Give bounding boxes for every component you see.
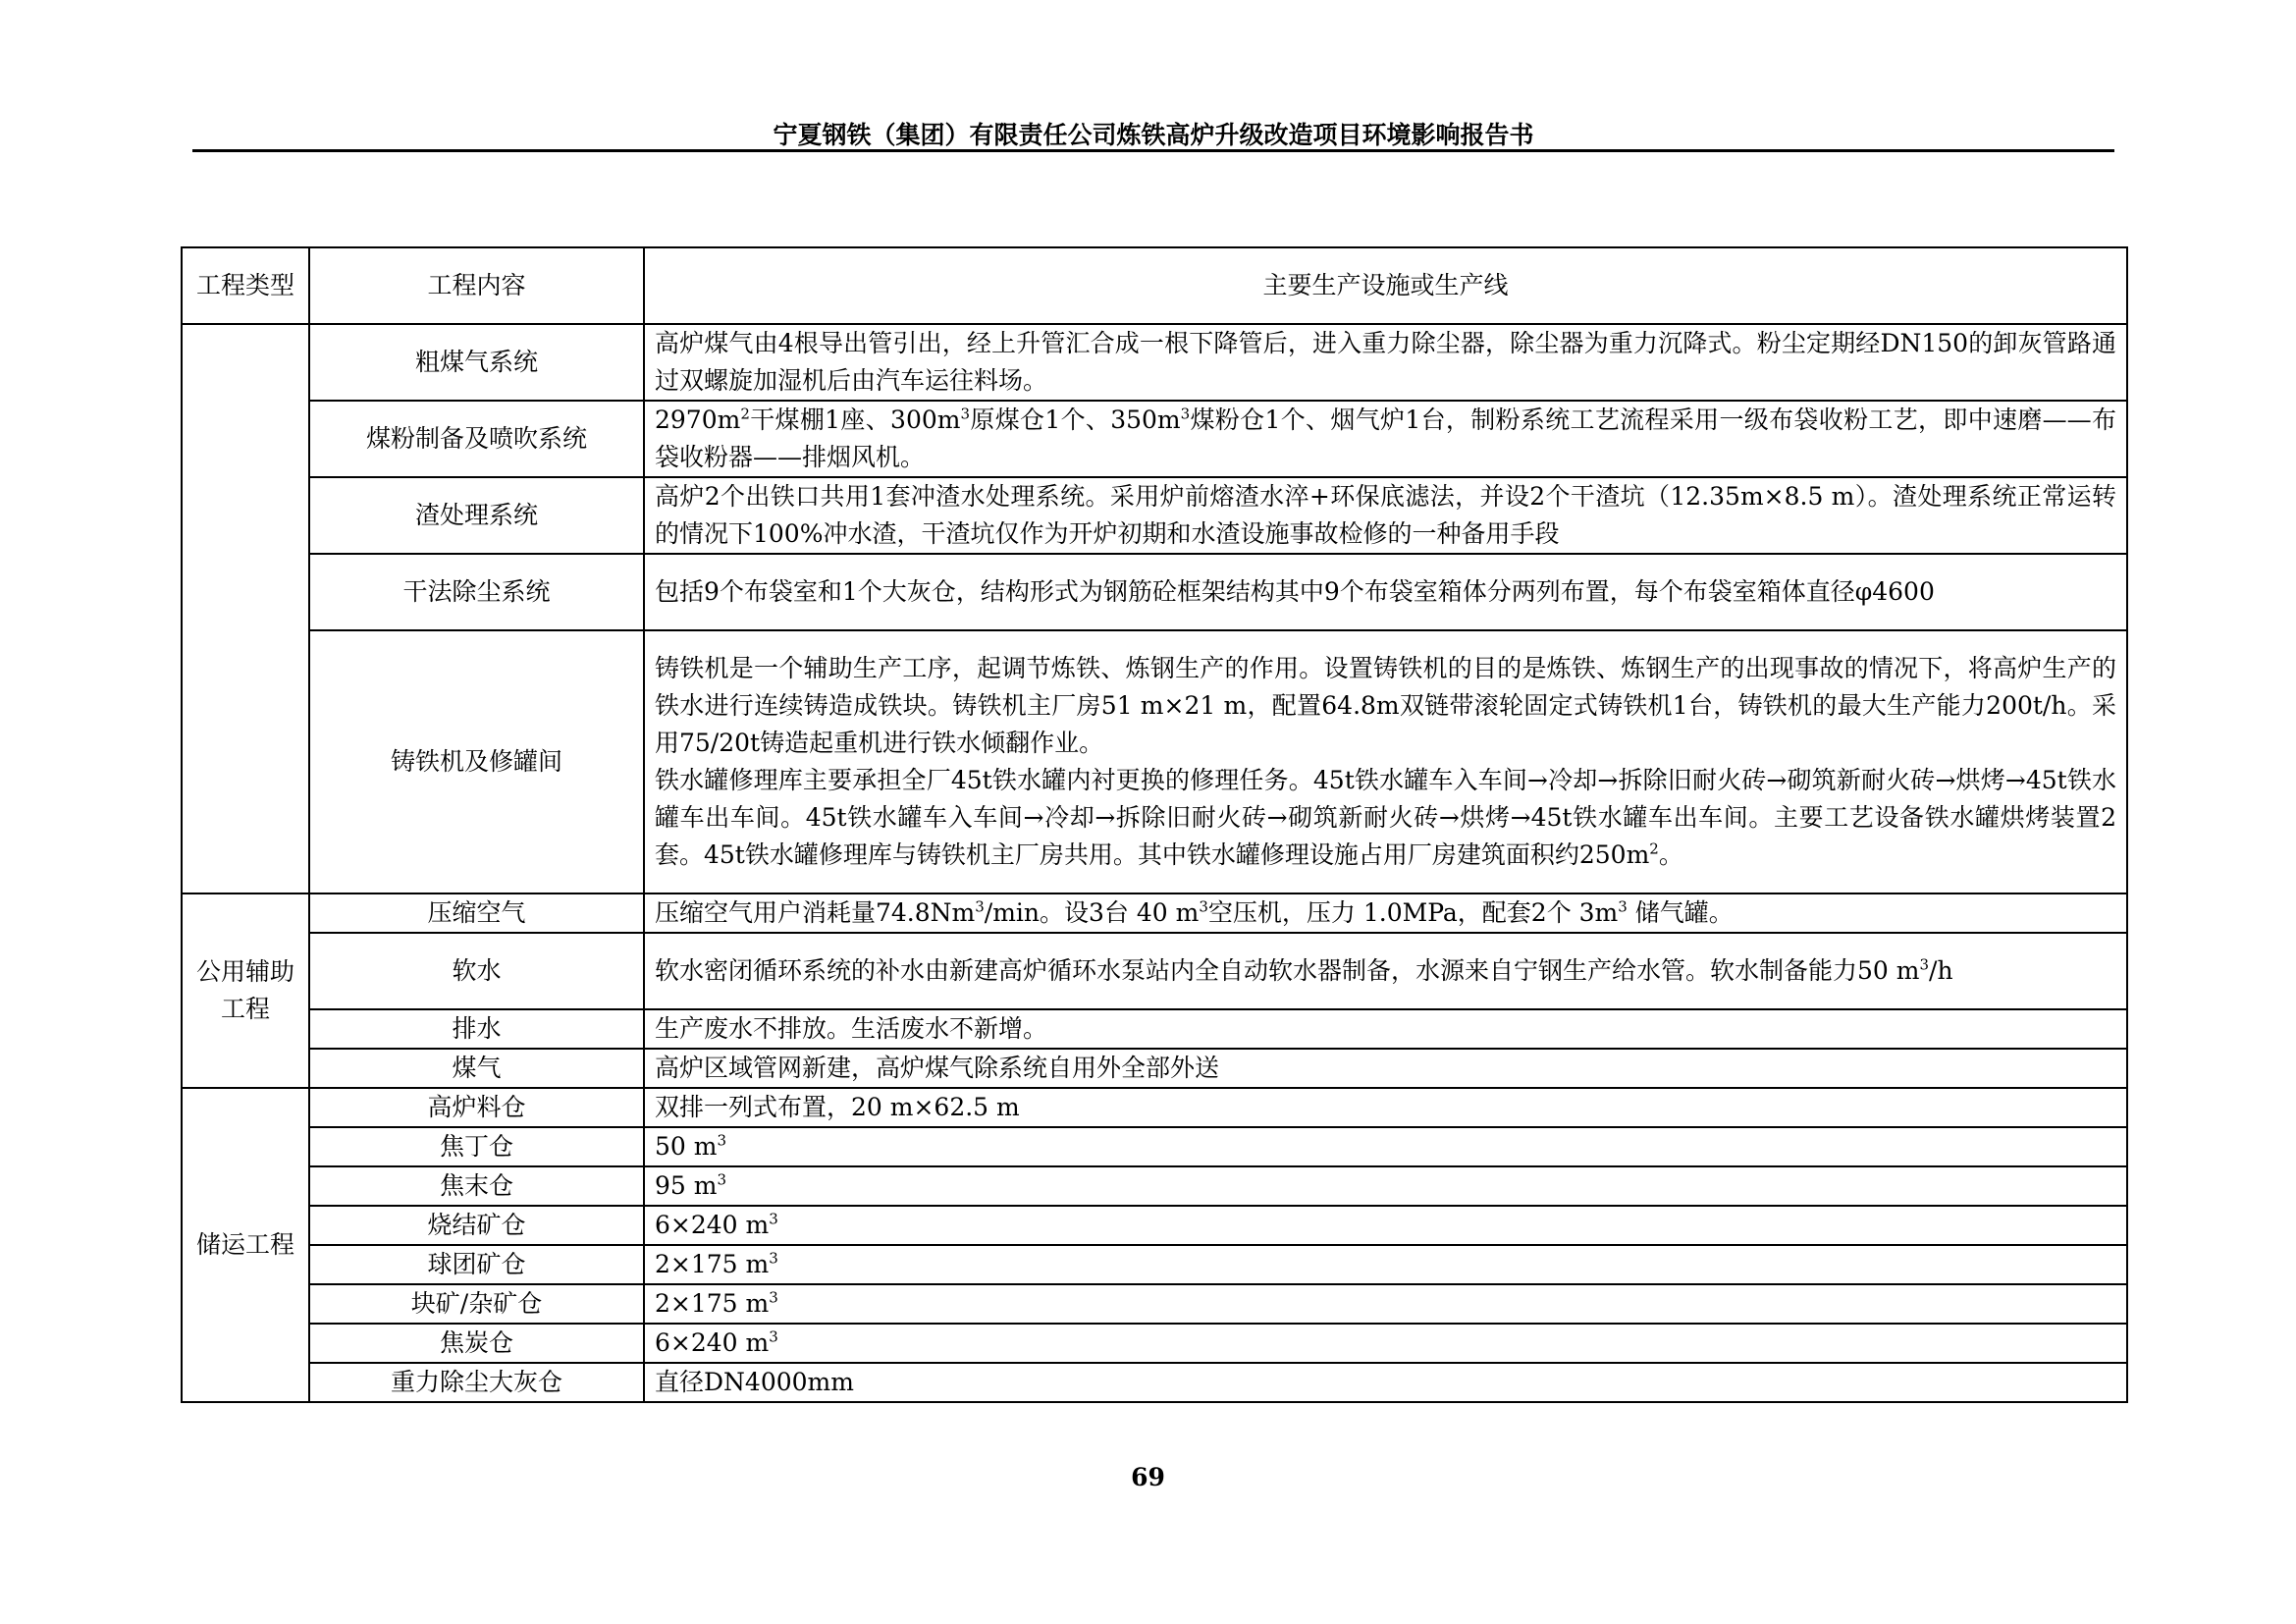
row-name: 压缩空气 xyxy=(309,893,644,933)
col-header-content: 工程内容 xyxy=(309,247,644,324)
row-name: 焦末仓 xyxy=(309,1166,644,1206)
row-desc: 6×240 $m^3$ xyxy=(644,1324,2127,1363)
table-header-row xyxy=(182,247,2127,324)
row-desc: 直径DN4000mm xyxy=(644,1363,2127,1402)
page-number: 69 xyxy=(1131,1463,1165,1491)
table-row xyxy=(182,893,2127,933)
row-name: 重力除尘大灰仓 xyxy=(309,1363,644,1402)
table-row xyxy=(182,1363,2127,1402)
table-row xyxy=(182,1245,2127,1284)
row-name: 焦炭仓 xyxy=(309,1324,644,1363)
table-row xyxy=(182,401,2127,477)
table-row xyxy=(182,630,2127,893)
row-desc: 95 $m^3$ xyxy=(644,1166,2127,1206)
category-cell-main xyxy=(182,324,309,893)
row-name: 排水 xyxy=(309,1009,644,1049)
row-name: 渣处理系统 xyxy=(309,477,644,554)
category-cell-storage: 储运工程 xyxy=(182,1088,309,1402)
category-cell-utilities: 公用辅助工程 xyxy=(182,893,309,1088)
row-name: 粗煤气系统 xyxy=(309,324,644,401)
row-name: 球团矿仓 xyxy=(309,1245,644,1284)
col-header-facilities: 主要生产设施或生产线 xyxy=(644,247,2127,324)
table-row xyxy=(182,324,2127,401)
table-row xyxy=(182,1009,2127,1049)
col-header-type: 工程类型 xyxy=(182,247,309,324)
row-desc: 双排一列式布置，20 m×62.5 m xyxy=(644,1088,2127,1127)
row-name: 烧结矿仓 xyxy=(309,1206,644,1245)
header-rule xyxy=(192,149,2114,152)
row-desc: 高炉2个出铁口共用1套冲渣水处理系统。采用炉前熔渣水淬+环保底滤法，并设2个干渣坑（12.35m×8.5 m）。渣处理系统正常运转的情况下100%冲水渣，干渣坑仅作为开炉初期和水渣设施事故检修的一种备用手段 xyxy=(644,477,2127,554)
row-name: 块矿/杂矿仓 xyxy=(309,1284,644,1324)
table-row xyxy=(182,477,2127,554)
row-desc: 高炉区域管网新建，高炉煤气除系统自用外全部外送 xyxy=(644,1049,2127,1088)
table-row xyxy=(182,1324,2127,1363)
table-row xyxy=(182,1284,2127,1324)
row-desc: 高炉煤气由4根导出管引出，经上升管汇合成一根下降管后，进入重力除尘器，除尘器为重力沉降式。粉尘定期经DN150的卸灰管路通过双螺旋加湿机后由汽车运往料场。 xyxy=(644,324,2127,401)
row-desc: 生产废水不排放。生活废水不新增。 xyxy=(644,1009,2127,1049)
row-name: 煤气 xyxy=(309,1049,644,1088)
table-row xyxy=(182,1206,2127,1245)
row-name: 高炉料仓 xyxy=(309,1088,644,1127)
table-row xyxy=(182,1127,2127,1166)
row-desc: 软水密闭循环系统的补水由新建高炉循环水泵站内全自动软水器制备，水源来自宁钢生产给水管。软水制备能力50 $m^3/h$ xyxy=(644,933,2127,1009)
row-name: 铸铁机及修罐间 xyxy=(309,630,644,893)
row-desc xyxy=(644,630,2127,893)
row-name: 焦丁仓 xyxy=(309,1127,644,1166)
row-name: 干法除尘系统 xyxy=(309,554,644,630)
table-row xyxy=(182,1166,2127,1206)
row-desc: 压缩空气用户消耗量74.8Nm$^3$/min。设3台 40 $m^3$空压机，压力 1.0MPa，配套2个 $3m^3$ 储气罐。 xyxy=(644,893,2127,933)
table-row xyxy=(182,554,2127,630)
project-composition-table xyxy=(181,246,2128,1403)
row-desc-paragraph: 铸铁机是一个辅助生产工序，起调节炼铁、炼钢生产的作用。设置铸铁机的目的是炼铁、炼钢生产的出现事故的情况下，将高炉生产的铁水进行连续铸造成铁块。铸铁机主厂房51 m×21 m，配置64.8m双链带滚轮固定式铸铁机1台，铸铁机的最大生产能力200t/h。采用75/20t铸造起重机进行铁水倾翻作业。 xyxy=(655,654,2116,757)
row-desc: $2970m^2$干煤棚1座、$300m^3$原煤仓1个、$350m^3$煤粉仓1个、烟气炉1台，制粉系统工艺流程采用一级布袋收粉工艺，即中速磨——布袋收粉器——排烟风机。 xyxy=(644,401,2127,477)
table-row xyxy=(182,933,2127,1009)
row-desc: 2×175 $m^3$ xyxy=(644,1284,2127,1324)
row-desc: 包括9个布袋室和1个大灰仓，结构形式为钢筋砼框架结构其中9个布袋室箱体分两列布置，每个布袋室箱体直径φ4600 xyxy=(644,554,2127,630)
row-name: 煤粉制备及喷吹系统 xyxy=(309,401,644,477)
row-desc-paragraph: 铁水罐修理库主要承担全厂45t铁水罐内衬更换的修理任务。45t铁水罐车入车间→冷却→拆除旧耐火砖→砌筑新耐火砖→烘烤→45t铁水罐车出车间。45t铁水罐车入车间→冷却→拆除旧耐火砖→砌筑新耐火砖→烘烤→45t铁水罐车出车间。主要工艺设备铁水罐烘烤装置2套。45t铁水罐修理库与铸铁机主厂房共用。其中铁水罐修理设施占用厂房建筑面积约$250m^2$。 xyxy=(655,766,2116,869)
row-name: 软水 xyxy=(309,933,644,1009)
page-header-title: 宁夏钢铁（集团）有限责任公司炼铁高炉升级改造项目环境影响报告书 xyxy=(773,121,1534,149)
row-desc: 2×175 $m^3$ xyxy=(644,1245,2127,1284)
row-desc: 50 $m^3$ xyxy=(644,1127,2127,1166)
row-desc: 6×240 $m^3$ xyxy=(644,1206,2127,1245)
table-row xyxy=(182,1088,2127,1127)
table-row xyxy=(182,1049,2127,1088)
